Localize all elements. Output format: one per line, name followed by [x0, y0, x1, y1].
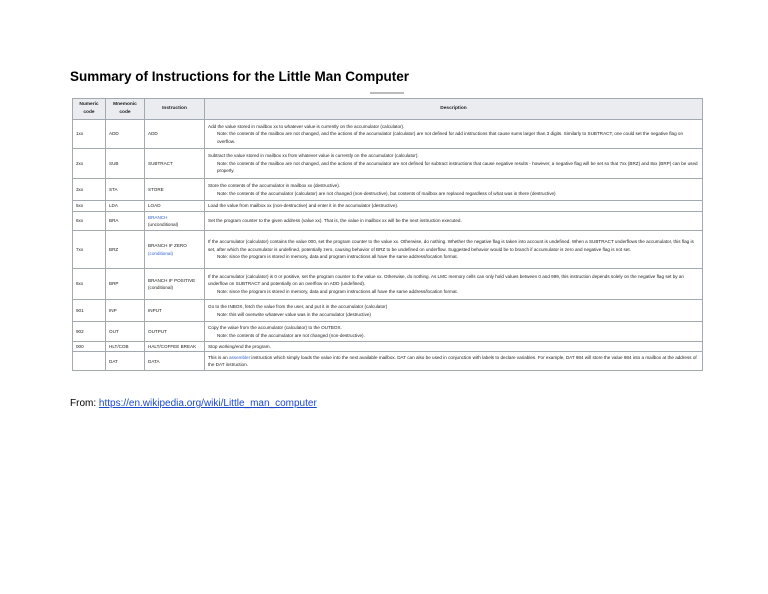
- cell-mnemonic: BRP: [106, 269, 145, 300]
- source-label: From:: [70, 398, 99, 409]
- instruction-table: [72, 98, 703, 371]
- cell-description: [205, 322, 703, 342]
- instruction-qualifier: (unconditional): [148, 222, 179, 227]
- description-note: Note: the contents of the mailbox are not changed, and the actions of the accumulator are not defined for subtract instructions that cause negative results - however, a negative flag will be set so that 7xx (BRZ) and 8xx (BRP) can be used properly.: [217, 160, 698, 174]
- description-note: Note: since the program is stored in memory, data and program instructions all have the same address/location format.: [217, 288, 458, 294]
- description-text: instruction which simply loads the value into the next available mailbox. DAT can also be used in conjunction with labels to declare variables. For example, DAT 984 will store the value 984 into a mailbox at the address of the DAT instruction.: [208, 355, 697, 368]
- cell-description: [205, 269, 703, 300]
- cell-mnemonic: INP: [106, 300, 145, 322]
- cell-instruction: SUBTRACT: [145, 149, 205, 179]
- description-text: Go to the INBOX, fetch the value from the user, and put it in the accumulator (calculator): [208, 304, 388, 310]
- table-row: [73, 342, 703, 352]
- cell-description: [205, 149, 703, 179]
- table-row: [73, 212, 703, 231]
- table-header-row: [73, 99, 703, 120]
- description-note: Note: the contents of the mailbox are not changed, and the actions of the accumulator (calculator) are not defined for add instructions that cause sums larger than 3 digits. Similarly to SUBTRACT, one could set the negative flag on overflow.: [217, 131, 684, 144]
- description-note: Note: this will overwrite whatever value was in the accumulator (destructive): [217, 311, 371, 317]
- description-note: Note: the contents of the accumulator (calculator) are not changed (non-destructive), but contents of mailbox are replaced regardless of what was in there (destructive): [217, 190, 556, 196]
- assembler-link[interactable]: assembler: [228, 355, 251, 360]
- table-row: [73, 300, 703, 322]
- cell-numeric: 2xx: [73, 149, 106, 179]
- cell-description: [205, 231, 703, 269]
- instruction-qualifier: (conditional): [148, 285, 174, 290]
- cell-mnemonic: LDA: [106, 201, 145, 212]
- cell-numeric: 7xx: [73, 231, 106, 269]
- description-note: Note: since the program is stored in memory, data and program instructions all have the same address/location format.: [217, 254, 458, 260]
- cell-instruction: [145, 212, 205, 231]
- cell-numeric: [73, 352, 106, 371]
- source-line: [70, 398, 317, 409]
- cell-instruction: HALT/COFFEE BREAK: [145, 342, 205, 352]
- cell-numeric: 3xx: [73, 179, 106, 201]
- cell-description: [205, 342, 703, 352]
- table-row: [73, 120, 703, 149]
- cell-description: [205, 201, 703, 212]
- table-row: [73, 179, 703, 201]
- description-text: If the accumulator (calculator) contains the value 000, set the program counter to the value xx. Otherwise, do nothing. Whether the negative flag is taken into account is undefined. When a SUBTRACT underflows the accumulator, this flag is set, after which the accumulator is undefined, potentially zero, causing behavior of BRZ to be undefined on underflow. Suggested behavior would be to branch if accumulator is zero and negative flag is not set.: [208, 239, 694, 252]
- table-row: [73, 231, 703, 269]
- cell-description: [205, 300, 703, 322]
- cell-mnemonic: ADD: [106, 120, 145, 149]
- cell-instruction: [145, 269, 205, 300]
- cell-description: [205, 352, 703, 371]
- table-row: [73, 352, 703, 371]
- cell-mnemonic: BRA: [106, 212, 145, 231]
- description-text: Subtract the value stored in mailbox xx from whatever value is currently on the accumulator (calculator).: [208, 153, 419, 159]
- instruction-name: BRANCH IF ZERO: [148, 243, 187, 249]
- description-text: Store the contents of the accumulator in mailbox xx (destructive).: [208, 183, 341, 189]
- cell-description: [205, 120, 703, 149]
- table-caption: [370, 92, 404, 94]
- cell-instruction: STORE: [145, 179, 205, 201]
- cell-instruction: OUTPUT: [145, 322, 205, 342]
- cell-mnemonic: OUT: [106, 322, 145, 342]
- table-row: [73, 201, 703, 212]
- table-row: [73, 269, 703, 300]
- header-instruction: Instruction: [145, 99, 205, 120]
- cell-instruction: [145, 231, 205, 269]
- cell-instruction: ADD: [145, 120, 205, 149]
- cell-mnemonic: DAT: [106, 352, 145, 371]
- conditional-link[interactable]: (conditional): [148, 250, 174, 256]
- cell-mnemonic: SUB: [106, 149, 145, 179]
- header-description: Description: [205, 99, 703, 120]
- cell-numeric: 901: [73, 300, 106, 322]
- cell-instruction: INPUT: [145, 300, 205, 322]
- cell-numeric: 902: [73, 322, 106, 342]
- description-text: Stop working/end the program.: [208, 344, 271, 349]
- cell-instruction: LOAD: [145, 201, 205, 212]
- description-text: If the accumulator (calculator) is 0 or positive, set the program counter to the value xx. Otherwise, do nothing. As LMC memory cells can only hold values between 0 and 999, this instruction depends solely on the negative flag set by an underflow on SUBTRACT and potentially on an overflow on ADD (undefined).: [208, 273, 684, 287]
- description-note: Note: the contents of the accumulator are not changed (non-destructive).: [217, 332, 365, 338]
- cell-description: [205, 179, 703, 201]
- instruction-name: BRANCH IF POSITIVE: [148, 277, 196, 283]
- table-row: [73, 149, 703, 179]
- cell-numeric: 1xx: [73, 120, 106, 149]
- table-row: [73, 322, 703, 342]
- description-text: Copy the value from the accumulator (calculator) to the OUTBOX.: [208, 325, 342, 331]
- cell-numeric: 5xx: [73, 201, 106, 212]
- description-text: Set the program counter to the given address (value xx). That is, the value in mailbox xx will be the next instruction executed.: [208, 218, 462, 224]
- cell-instruction: DATA: [145, 352, 205, 371]
- cell-numeric: 8xx: [73, 269, 106, 300]
- cell-numeric: 6xx: [73, 212, 106, 231]
- description-text: Add the value stored in mailbox xx to whatever value is currently on the accumulator (calculator).: [208, 123, 405, 129]
- cell-mnemonic: HLT/COB: [106, 342, 145, 352]
- cell-description: [205, 212, 703, 231]
- page-title: Summary of Instructions for the Little Man Computer: [70, 69, 410, 84]
- cell-mnemonic: STA: [106, 179, 145, 201]
- header-mnemonic-code: Mnemonic code: [106, 99, 145, 120]
- branch-link[interactable]: BRANCH: [148, 214, 168, 220]
- description-text: Load the value from mailbox xx (non-destructive) and enter it in the accumulator (destructive).: [208, 203, 399, 209]
- cell-mnemonic: BRZ: [106, 231, 145, 269]
- source-link[interactable]: https://en.wikipedia.org/wiki/Little_man_computer: [98, 398, 317, 409]
- description-prefix: This is an: [208, 355, 229, 360]
- header-numeric-code: Numeric code: [73, 99, 106, 120]
- cell-numeric: 000: [73, 342, 106, 352]
